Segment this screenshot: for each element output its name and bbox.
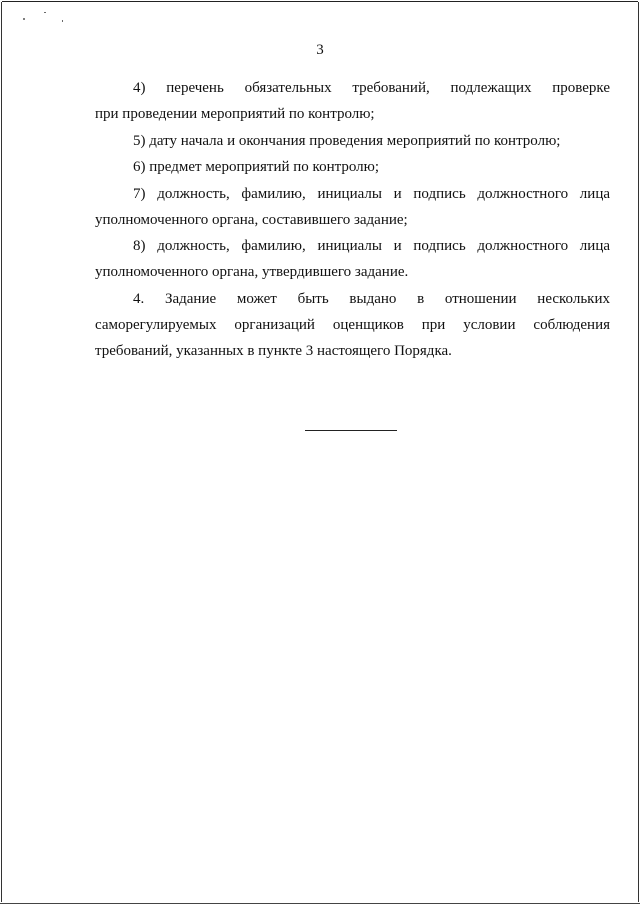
list-item-5 — [95, 128, 610, 154]
list-item-8-line1: 8) должность, фамилию, инициалы и подпись должностного лица — [133, 238, 610, 254]
scan-speck — [23, 18, 25, 20]
paragraph-4 — [95, 286, 610, 364]
paragraph-4-line1: 4. Задание может быть выдано в отношении нескольких — [133, 291, 610, 307]
list-item-8 — [95, 233, 610, 285]
scan-speck — [62, 20, 63, 22]
scan-edge-bottom — [0, 903, 640, 904]
scan-edge-top — [2, 1, 638, 2]
paragraph-4-line2: саморегулируемых организаций оценщиков при условии соблюдения — [95, 317, 610, 333]
scan-edge-right — [638, 2, 639, 902]
list-item-7-line1: 7) должность, фамилию, инициалы и подпись должностного лица — [133, 186, 610, 202]
scan-edge-left — [1, 2, 2, 902]
end-separator-line — [305, 430, 397, 431]
list-item-6-line1: 6) предмет мероприятий по контролю; — [133, 159, 380, 175]
scan-speck — [44, 12, 46, 13]
list-item-4-line2: при проведении мероприятий по контролю; — [95, 106, 375, 122]
list-item-4 — [95, 75, 610, 127]
list-item-8-line2: уполномоченного органа, утвердившего задание. — [95, 264, 409, 280]
page-number: 3 — [316, 42, 324, 58]
list-item-7 — [95, 181, 610, 233]
list-item-4-line1: 4) перечень обязательных требований, подлежащих проверке — [133, 80, 610, 96]
list-item-7-line2: уполномоченного органа, составившего задание; — [95, 212, 408, 228]
list-item-5-line1: 5) дату начала и окончания проведения мероприятий по контролю; — [133, 133, 561, 149]
list-item-6 — [95, 154, 610, 180]
paragraph-4-line3: требований, указанных в пункте 3 настоящего Порядка. — [95, 343, 452, 359]
